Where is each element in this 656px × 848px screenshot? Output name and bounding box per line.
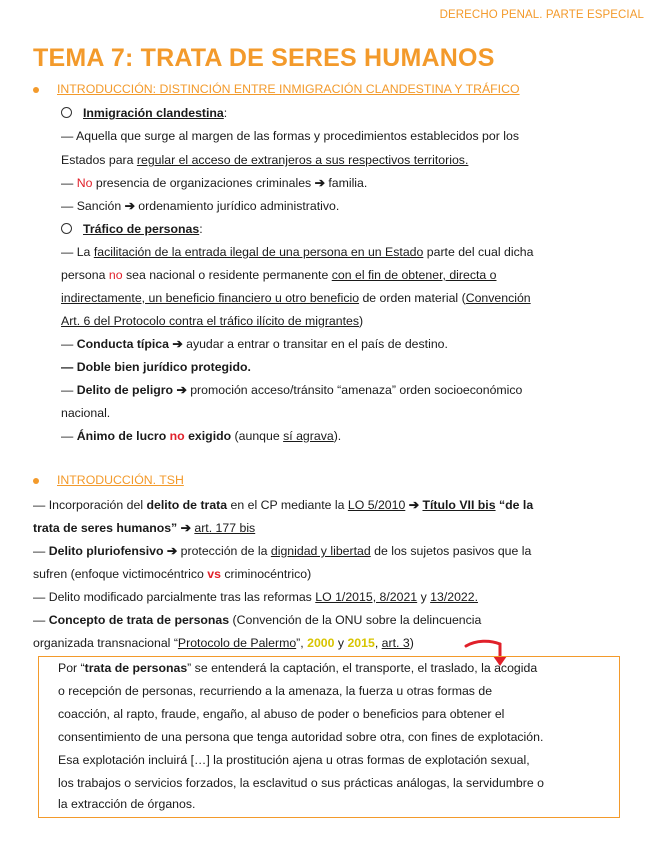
text-line: — La facilitación de la entrada ilegal de una persona en un Estado parte del cual dicha [61, 245, 534, 259]
text-line: — Delito de peligro ➔ promoción acceso/tránsito “amenaza” orden socioeconómico [61, 383, 523, 397]
bullet-icon [33, 473, 43, 483]
text-line: — Concepto de trata de personas (Convención de la ONU sobre la delincuencia [33, 613, 482, 627]
text-line: — Incorporación del delito de trata en el CP mediante la LO 5/2010 ➔ Título VII bis “de la [33, 498, 534, 512]
text-line: organizada transnacional “Protocolo de Palermo”, 2000 y 2015, art. 3) [33, 636, 414, 650]
text-line: indirectamente, un beneficio financiero u otro beneficio de orden material (Convención [61, 291, 531, 305]
subheading-trafico: Tráfico de personas: [61, 221, 203, 237]
text-line: — Ánimo de lucro no exigido (aunque sí agrava). [61, 429, 342, 443]
text-line: persona no sea nacional o residente permanente con el fin de obtener, directa o [61, 268, 497, 282]
quote-line: Por “trata de personas” se entenderá la captación, el transporte, el traslado, la acogida [58, 661, 538, 675]
course-header: DERECHO PENAL. PARTE ESPECIAL [439, 9, 644, 21]
quote-line: coacción, al rapto, fraude, engaño, al abuso de poder o beneficios para obtener el [58, 707, 505, 721]
text-line: — Delito modificado parcialmente tras las reformas LO 1/2015, 8/2021 y 13/2022. [33, 590, 479, 604]
text-line: trata de seres humanos” ➔ art. 177 bis [33, 521, 256, 535]
circle-bullet-icon [61, 223, 72, 234]
subheading-inmigracion: Inmigración clandestina: [61, 105, 227, 121]
quote-line: consentimiento de una persona que tenga autoridad sobre otra, con fines de explotación. [58, 730, 544, 744]
quote-line: o recepción de personas, recurriendo a la amenaza, la fuerza u otras formas de [58, 684, 493, 698]
text-line: — Doble bien jurídico protegido. [61, 360, 251, 374]
arrow-right-icon: ➔ [172, 337, 183, 351]
page-title: TEMA 7: TRATA DE SERES HUMANOS [33, 44, 495, 72]
quote-line: Esa explotación incluirá […] la prostitución ajena u otras formas de explotación sexual, [58, 753, 530, 767]
text-line: — Aquella que surge al margen de las formas y procedimientos establecidos por los [61, 129, 519, 143]
arrow-right-icon: ➔ [408, 498, 420, 512]
arrow-right-icon: ➔ [314, 176, 325, 190]
text-line: — Delito pluriofensivo ➔ protección de la dignidad y libertad de los sujetos pasivos que la [33, 544, 532, 558]
text-line: sufren (enfoque victimocéntrico vs criminocéntrico) [33, 567, 312, 581]
arrow-right-icon: ➔ [176, 383, 187, 397]
text-line: nacional. [61, 406, 111, 420]
text-line: — No presencia de organizaciones criminales ➔ familia. [61, 176, 368, 190]
text-line: — Sanción ➔ ordenamiento jurídico administrativo. [61, 199, 340, 213]
text-line: Estados para regular el acceso de extranjeros a sus respectivos territorios. [61, 153, 469, 167]
section-heading-tsh: INTRODUCCIÓN. TSH [33, 473, 184, 487]
section-heading-distincion: INTRODUCCIÓN: DISTINCIÓN ENTRE INMIGRACIÓN CLANDESTINA Y TRÁFICO [33, 82, 520, 96]
bullet-icon [33, 82, 43, 92]
circle-bullet-icon [61, 107, 72, 118]
quote-line: los trabajos o servicios forzados, la esclavitud o sus prácticas análogas, la servidumbre o [58, 776, 544, 790]
arrow-right-icon: ➔ [180, 521, 191, 535]
arrow-right-icon: ➔ [166, 544, 178, 558]
text-line: — Conducta típica ➔ ayudar a entrar o transitar en el país de destino. [61, 337, 448, 351]
arrow-right-icon: ➔ [124, 199, 135, 213]
text-line: Art. 6 del Protocolo contra el tráfico ilícito de migrantes) [61, 314, 364, 328]
quote-line: la extracción de órganos. [58, 797, 196, 811]
